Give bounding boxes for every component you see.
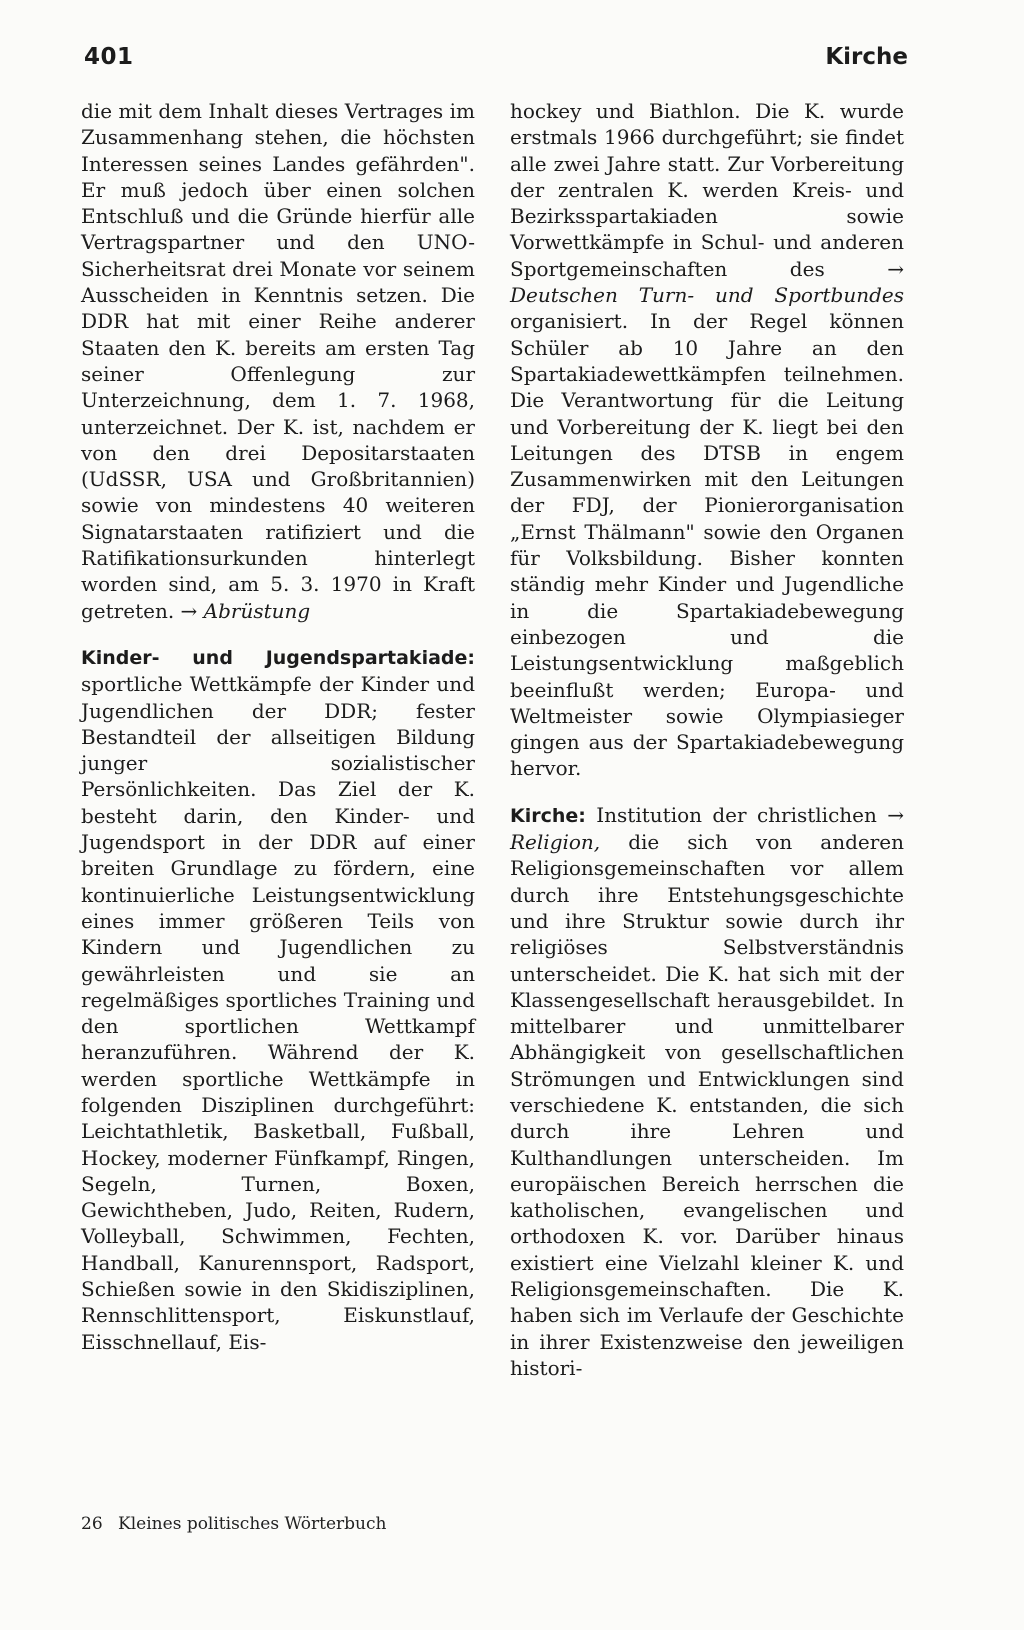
left-column	[81, 98, 475, 1355]
entry-kirche	[510, 802, 904, 1382]
body-text: Institution der christlichen	[596, 802, 877, 827]
body-text: die sich von anderen Religionsgemeinschaften vor allem durch ihre Entstehungsgeschichte und ihre Struktur sowie durch ihr religiöses Selbstverständnis unterscheidet. Die K. hat sich mit der Klassengesellschaft herausgebildet. In mittelbarer und unmittelbarer Abhängigkeit von gesellschaftlichen Strömungen und Entwicklungen sind verschiedene K. entstanden, die sich durch ihre Lehren und Kulthandlungen unterscheiden. Im europäischen Bereich herrschen die katholischen, evangelischen und orthodoxen K. vor. Darüber hinaus existiert eine Vielzahl kleiner K. und Religionsgemeinschaften. Die K. haben sich im Verlaufe der Geschichte in ihrer Existenzweise den jeweiligen histori-	[510, 830, 904, 1380]
cross-reference-abruestung[interactable]: Abrüstung	[203, 598, 311, 623]
page-number: 401	[84, 44, 134, 70]
body-text: die mit dem Inhalt dieses Vertrages im Zusammenhang stehen, die höchsten Interessen seines Landes gefährden". Er muß jedoch über einen solchen Entschluß und die Gründe hierfür alle Vertragspartner und den UNO-Sicherheitsrat drei Monate vor seinem Ausscheiden in Kenntnis setzen. Die DDR hat mit einer Reihe anderer Staaten den K. bereits am ersten Tag seiner Offenlegung zur Unterzeichnung, dem 1. 7. 1968, unterzeichnet. Der K. ist, nachdem er von den drei Depositarstaaten (UdSSR, USA und Großbritannien) sowie von mindestens 40 weiteren Signatarstaaten ratifiziert und die Ratifikationsurkunden hinterlegt worden sind, am 5. 3. 1970 in Kraft getreten.	[81, 99, 475, 623]
entry-kinder-und-jugendspartakiade	[81, 644, 475, 1355]
cross-reference-religion[interactable]: Religion,	[510, 830, 601, 855]
cross-reference-arrow-icon: →	[887, 256, 905, 281]
entry-headword: Kinder- und Jugendspartakiade:	[81, 646, 475, 669]
running-head: Kirche	[825, 44, 908, 70]
cross-reference-dtsb[interactable]: Deutschen Turn- und Sportbundes	[510, 283, 904, 308]
book-title: Kleines politisches Wörterbuch	[118, 1514, 387, 1534]
cross-reference-arrow-icon: →	[887, 802, 905, 827]
entry-headword: Kirche:	[510, 804, 586, 827]
body-text: organisiert. In der Regel können Schüler ab 10 Jahre an den Spartakiadewettkämpfen teilnehmen. Die Verantwortung für die Leitung und Vorbereitung der K. liegt bei den Leitungen des DTSB in engem Zusammenwirken mit den Leitungen der FDJ, der Pionierorganisation „Ernst Thälmann" sowie den Organen für Volksbildung. Bisher konnten ständig mehr Kinder und Jugendliche in die Spartakiadebewegung einbezogen und die Leistungsentwicklung maßgeblich beeinflußt werden; Europa- und Weltmeister sowie Olympiasieger gingen aus der Spartakiadebewegung hervor.	[510, 309, 904, 781]
signature-number: 26	[81, 1514, 103, 1534]
body-text: sportliche Wettkämpfe der Kinder und Jugendlichen der DDR; fester Bestandteil der allseitigen Bildung junger sozialistischer Persönlichkeiten. Das Ziel der K. besteht darin, den Kinder- und Jugendsport in der DDR auf einer breiten Grundlage zu fördern, eine kontinuierliche Leistungsentwicklung eines immer größeren Teils von Kindern und Jugendlichen zu gewährleisten und sie an regelmäßiges sportliches Training und den sportlichen Wettkampf heranzuführen. Während der K. werden sportliche Wettkämpfe in folgenden Disziplinen durchgeführt: Leichtathletik, Basketball, Fußball, Hockey, moderner Fünfkampf, Ringen, Segeln, Turnen, Boxen, Gewichtheben, Judo, Reiten, Rudern, Volleyball, Schwimmen, Fechten, Handball, Kanurennsport, Radsport, Schießen sowie in den Skidisziplinen, Rennschlittensport, Eiskunstlauf, Eisschnellauf, Eis-	[81, 672, 475, 1354]
paragraph-kernwaffensperrvertrag-end	[81, 98, 475, 624]
paragraph-spartakiade-continued	[510, 98, 904, 782]
footer-signature	[81, 1514, 386, 1534]
body-text: hockey und Biathlon. Die K. wurde erstmals 1966 durchgeführt; sie findet alle zwei Jahre statt. Zur Vorbereitung der zentralen K. werden Kreis- und Bezirksspartakiaden sowie Vorwettkämpfe in Schul- und anderen Sportgemeinschaften des	[510, 99, 904, 281]
right-column	[510, 98, 904, 1381]
cross-reference-arrow-icon: →	[180, 598, 198, 623]
